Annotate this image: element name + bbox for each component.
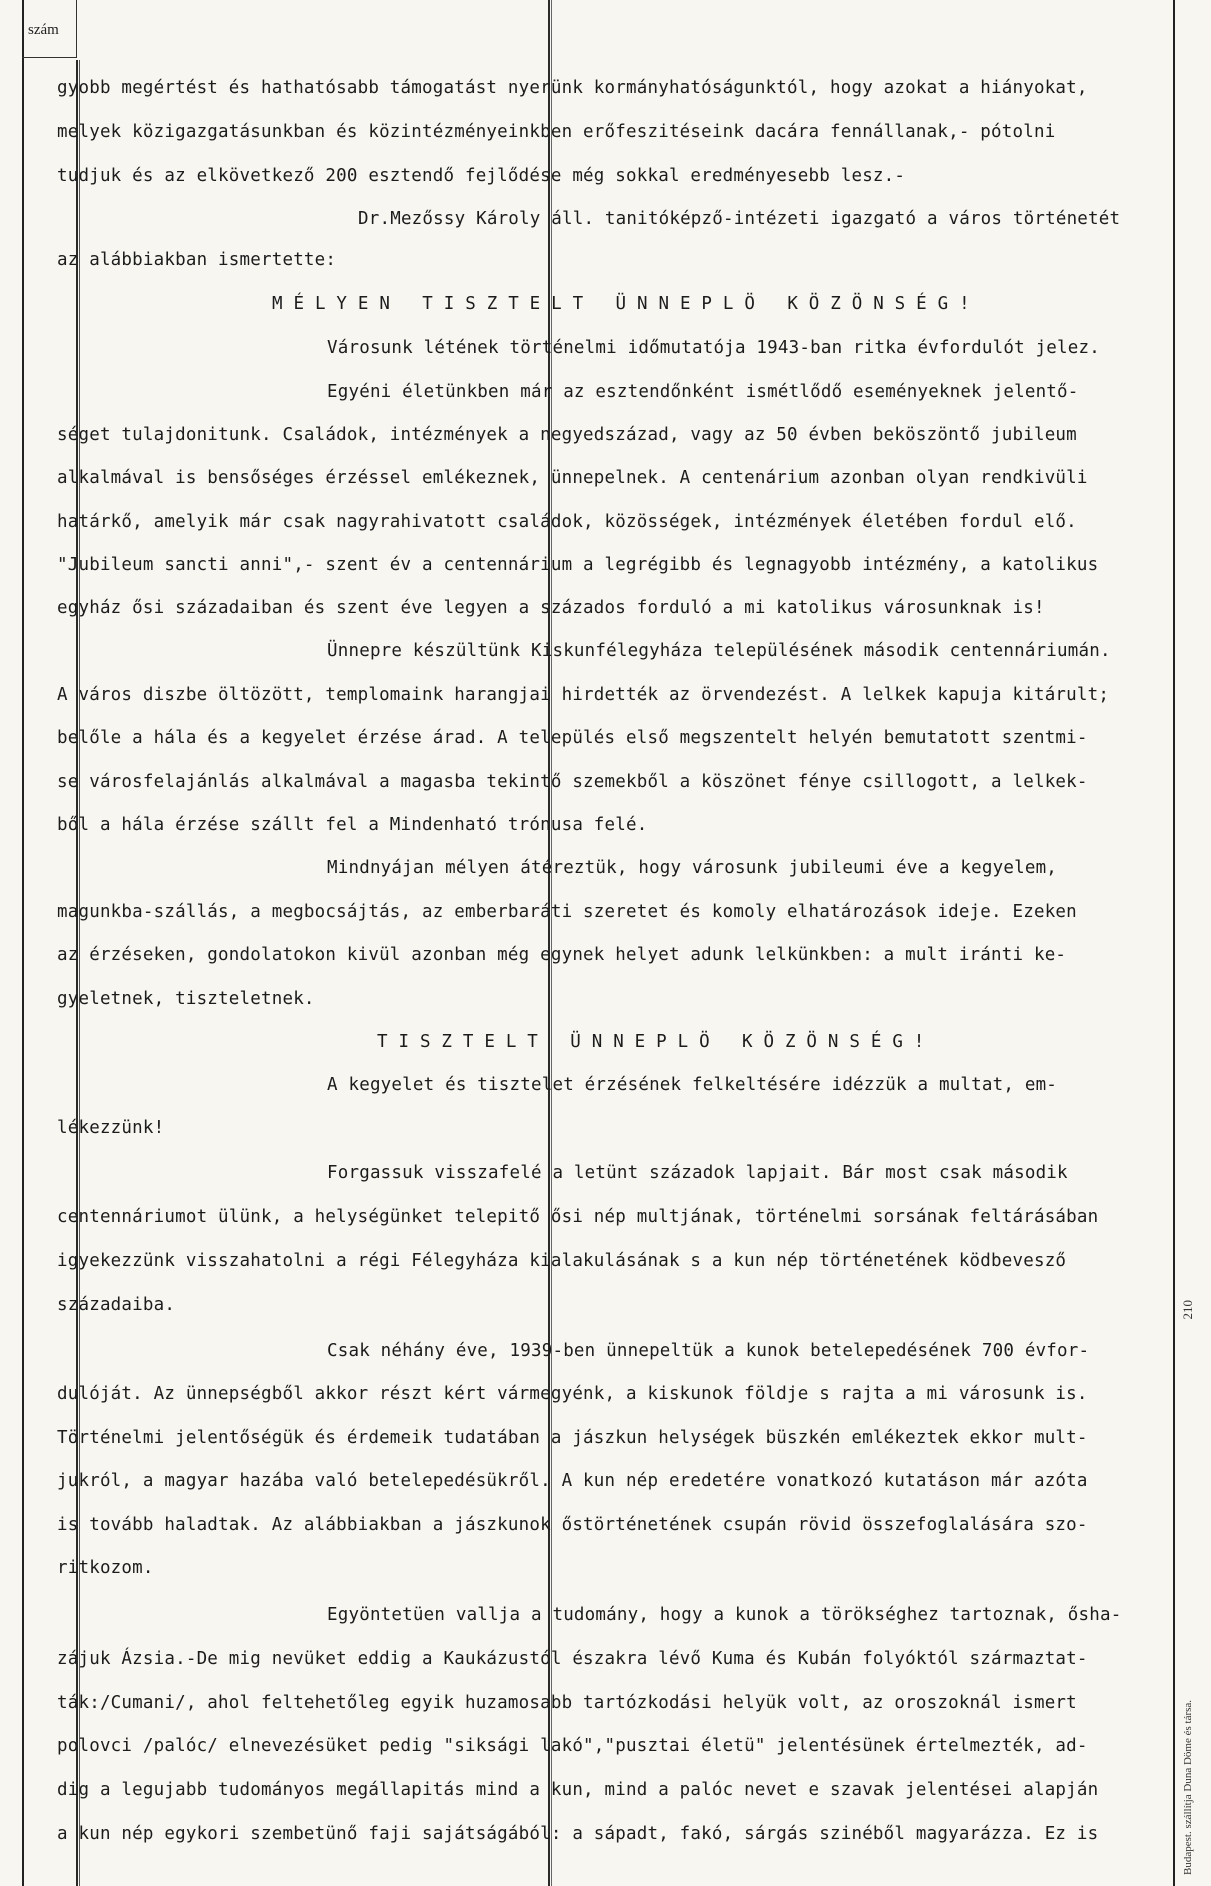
text-line: Egyéni életünkben már az esztendőnként ismétlődő eseményeknek jelentő- bbox=[327, 382, 1079, 402]
text-line: századaiba. bbox=[57, 1295, 176, 1315]
text-line: zájuk Ázsia.-De mig nevüket eddig a Kaukázustól északra lévő Kuma és Kubán folyóktól származtat- bbox=[57, 1649, 1088, 1669]
text-line: ták:/Cumani/, ahol feltehetőleg egyik huzamosabb tartózkodási helyük volt, az oroszoknál ismert bbox=[57, 1693, 1077, 1713]
text-line: Egyöntetüen vallja a tudomány, hogy a kunok a törökséghez tartoznak, ősha- bbox=[327, 1605, 1122, 1625]
center-fold-line-inner bbox=[551, 0, 552, 1886]
center-fold-line bbox=[548, 0, 550, 1886]
page-number: 210 bbox=[1180, 1300, 1195, 1320]
margin-rule-left-inner bbox=[79, 60, 80, 1886]
text-line: Mindnyájan mélyen átéreztük, hogy városunk jubileumi éve a kegyelem, bbox=[327, 858, 1058, 878]
text-line: centennáriumot ülünk, a helységünket telepitő ősi nép multjának, történelmi sorsának feltárásában bbox=[57, 1207, 1099, 1227]
text-line: alkalmával is bensőséges érzéssel emlékeznek, ünnepelnek. A centenárium azonban olyan rendkivüli bbox=[57, 468, 1088, 488]
text-line: Városunk létének történelmi időmutatója 1943-ban ritka évfordulót jelez. bbox=[327, 338, 1100, 358]
text-line: ritkozom. bbox=[57, 1558, 154, 1578]
text-line: Történelmi jelentőségük és érdemeik tudatában a jászkun helységek büszkén emlékeztek ekkor mult- bbox=[57, 1428, 1088, 1448]
text-line: is tovább haladtak. Az alábbiakban a jászkunok őstörténetének csupán rövid összefoglalására szo- bbox=[57, 1515, 1088, 1535]
text-line: gyeletnek, tiszteletnek. bbox=[57, 989, 315, 1009]
section-heading: M É L Y E N T I S Z T E L T Ü N N E P L Ö K Ö Z Ö N S É G ! bbox=[272, 294, 970, 314]
text-line: jukról, a magyar hazába való betelepedésükről. A kun nép eredetére vonatkozó kutatáson már azóta bbox=[57, 1471, 1088, 1491]
text-line: polovci /palóc/ elnevezésüket pedig "siksági lakó","pusztai életü" jelentésünek értelmezték, ad- bbox=[57, 1736, 1088, 1756]
text-line: határkő, amelyik már csak nagyrahivatott családok, közösségek, intézmények életében fordul elő. bbox=[57, 512, 1077, 532]
printer-note: Budapest. szállítja Duna Döme és társa. bbox=[1182, 1699, 1194, 1875]
text-line: dig a legujabb tudományos megállapitás mind a kun, mind a palóc nevet e szavak jelentései alapján bbox=[57, 1780, 1099, 1800]
header-label: szám bbox=[28, 22, 59, 38]
text-line: séget tulajdonitunk. Családok, intézmények a negyedszázad, vagy az 50 évben beköszöntő jubileum bbox=[57, 425, 1077, 445]
text-line: igyekezzünk visszahatolni a régi Félegyháza kialakulásának s a kun nép történetének ködbevesző bbox=[57, 1251, 1067, 1271]
text-line: belőle a hála és a kegyelet érzése árad. A település első megszentelt helyén bemutatott szentmi- bbox=[57, 728, 1088, 748]
text-line: lékezzünk! bbox=[57, 1118, 165, 1138]
text-line: az alábbiakban ismertette: bbox=[57, 250, 337, 270]
text-line: A város diszbe öltözött, templomaink harangjai hirdették az örvendezést. A lelkek kapuja kitárult; bbox=[57, 685, 1110, 705]
text-line: melyek közigazgatásunkban és közintézményeinkben erőfeszitéseink dacára fennállanak,- pótolni bbox=[57, 122, 1056, 142]
page-frame bbox=[22, 0, 1175, 1886]
text-line: egyház ősi századaiban és szent éve legyen a százados forduló a mi katolikus városunknak is! bbox=[57, 598, 1045, 618]
text-line: se városfelajánlás alkalmával a magasba tekintő szemekből a köszönet fénye csillogott, a lelkek- bbox=[57, 772, 1088, 792]
section-heading: T I S Z T E L T Ü N N E P L Ö K Ö Z Ö N S É G ! bbox=[377, 1032, 925, 1052]
margin-rule-left bbox=[76, 60, 78, 1886]
text-line: Forgassuk visszafelé a letünt századok lapjait. Bár most csak második bbox=[327, 1163, 1068, 1183]
text-line: Csak néhány éve, 1939-ben ünnepeltük a kunok betelepedésének 700 évfor- bbox=[327, 1341, 1090, 1361]
text-line: ből a hála érzése szállt fel a Mindenható trónusa felé. bbox=[57, 815, 648, 835]
text-line: A kegyelet és tisztelet érzésének felkeltésére idézzük a multat, em- bbox=[327, 1075, 1058, 1095]
text-line: a kun nép egykori szembetünő faji sajátságából: a sápadt, fakó, sárgás szinéből magyarázza. Ez is bbox=[57, 1824, 1099, 1844]
text-line: dulóját. Az ünnepségből akkor részt kért vármegyénk, a kiskunok földje s rajta a mi városunk is. bbox=[57, 1384, 1088, 1404]
text-line: magunkba-szállás, a megbocsájtás, az emberbaráti szeretet és komoly elhatározások ideje. Ezeken bbox=[57, 902, 1077, 922]
text-line: Ünnepre készültünk Kiskunfélegyháza településének második centennáriumán. bbox=[327, 641, 1111, 661]
text-line: tudjuk és az elkövetkező 200 esztendő fejlődése még sokkal eredményesebb lesz.- bbox=[57, 166, 906, 186]
text-line: Dr.Mezőssy Károly áll. tanitóképző-intézeti igazgató a város történetét bbox=[358, 209, 1121, 229]
text-line: "Jubileum sancti anni",- szent év a centennárium a legrégibb és legnagyobb intézmény, a katolikus bbox=[57, 555, 1099, 575]
text-line: gyobb megértést és hathatósabb támogatást nyerünk kormányhatóságunktól, hogy azokat a hiányokat, bbox=[57, 78, 1088, 98]
text-line: az érzéseken, gondolatokon kivül azonban még egynek helyet adunk lelkünkben: a mult iránti ke- bbox=[57, 945, 1067, 965]
